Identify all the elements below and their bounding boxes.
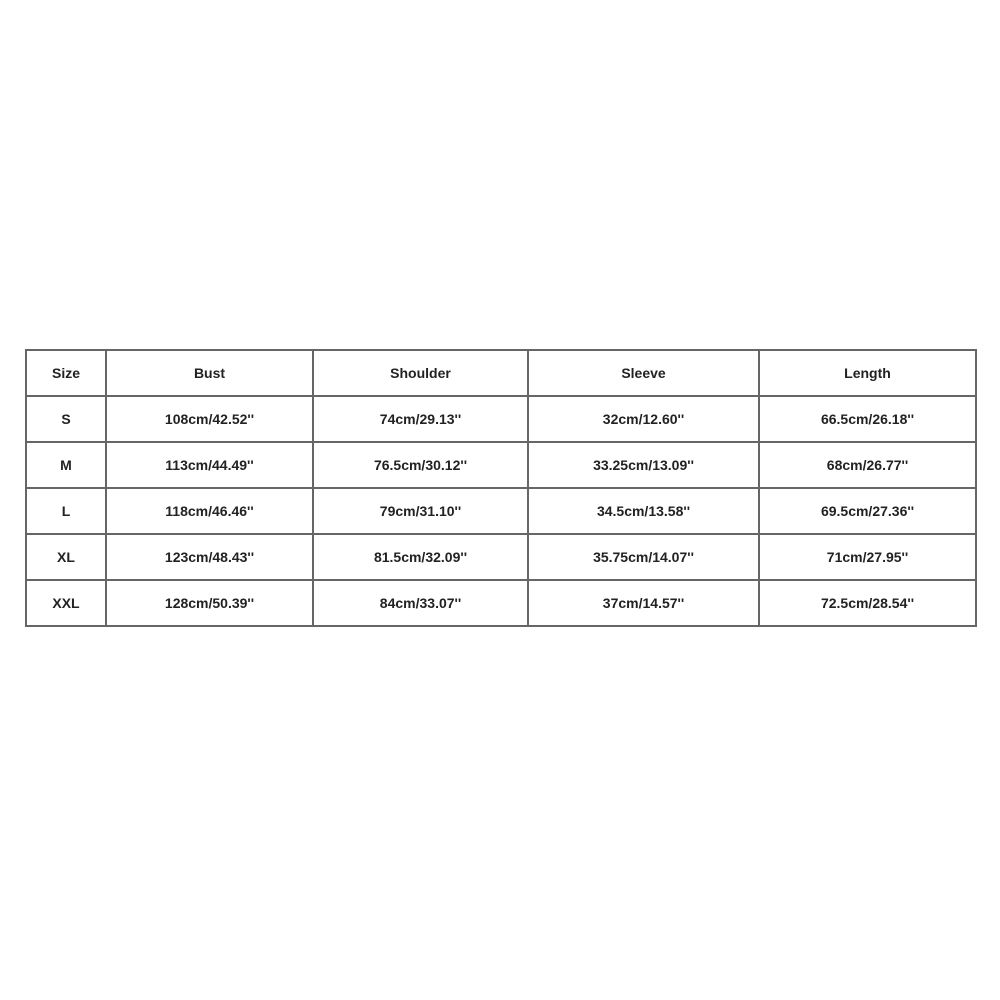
table-row (26, 488, 976, 534)
header-sleeve: Sleeve (528, 350, 759, 396)
cell-size: L (26, 488, 106, 534)
cell-bust: 108cm/42.52'' (106, 396, 313, 442)
cell-sleeve: 35.75cm/14.07'' (528, 534, 759, 580)
cell-sleeve: 32cm/12.60'' (528, 396, 759, 442)
cell-shoulder: 81.5cm/32.09'' (313, 534, 528, 580)
cell-length: 71cm/27.95'' (759, 534, 976, 580)
table-row (26, 396, 976, 442)
header-bust: Bust (106, 350, 313, 396)
table-row (26, 442, 976, 488)
cell-bust: 118cm/46.46'' (106, 488, 313, 534)
table-row (26, 534, 976, 580)
cell-shoulder: 84cm/33.07'' (313, 580, 528, 626)
header-shoulder: Shoulder (313, 350, 528, 396)
cell-size: M (26, 442, 106, 488)
cell-length: 72.5cm/28.54'' (759, 580, 976, 626)
cell-bust: 123cm/48.43'' (106, 534, 313, 580)
cell-sleeve: 34.5cm/13.58'' (528, 488, 759, 534)
cell-shoulder: 76.5cm/30.12'' (313, 442, 528, 488)
cell-bust: 128cm/50.39'' (106, 580, 313, 626)
cell-size: XL (26, 534, 106, 580)
cell-size: S (26, 396, 106, 442)
cell-length: 69.5cm/27.36'' (759, 488, 976, 534)
cell-bust: 113cm/44.49'' (106, 442, 313, 488)
cell-shoulder: 79cm/31.10'' (313, 488, 528, 534)
header-row (26, 350, 976, 396)
cell-length: 68cm/26.77'' (759, 442, 976, 488)
size-chart-table (25, 349, 977, 627)
cell-size: XXL (26, 580, 106, 626)
cell-sleeve: 33.25cm/13.09'' (528, 442, 759, 488)
cell-shoulder: 74cm/29.13'' (313, 396, 528, 442)
header-length: Length (759, 350, 976, 396)
header-size: Size (26, 350, 106, 396)
cell-sleeve: 37cm/14.57'' (528, 580, 759, 626)
cell-length: 66.5cm/26.18'' (759, 396, 976, 442)
table-row (26, 580, 976, 626)
